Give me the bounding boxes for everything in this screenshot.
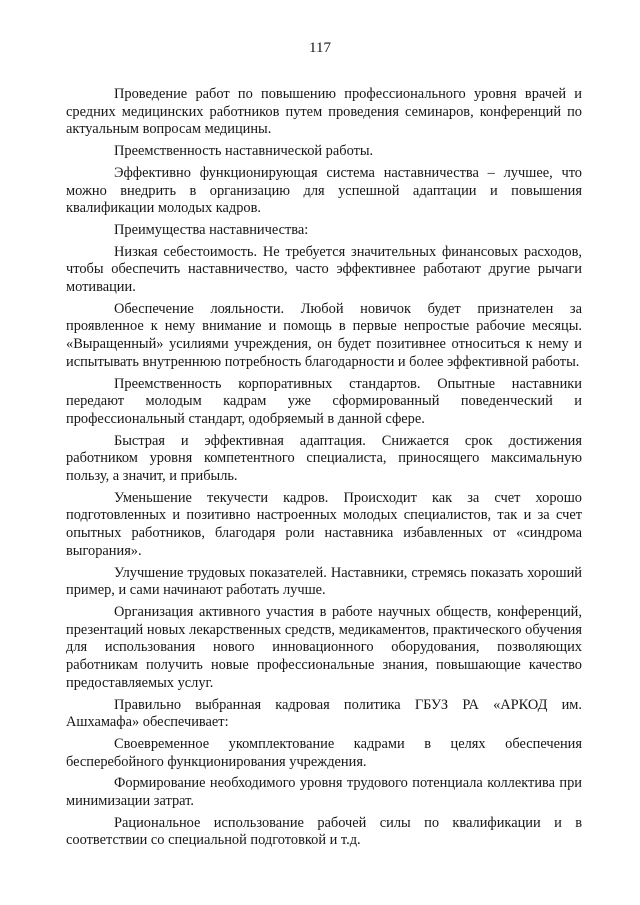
paragraph-mentoring-system: Эффективно функционирующая система наставничества – лучшее, что можно внедрить в организацию для успешной адаптации и повышения квалификации молодых кадров. xyxy=(66,164,582,217)
paragraph-continuity: Преемственность наставнической работы. xyxy=(114,143,374,160)
paragraph-seminars: Проведение работ по повышению профессионального уровня врачей и средних медицинских работников путем проведения семинаров, конференций по актуальным вопросам медицины. xyxy=(66,86,582,138)
paragraph-performance: Улучшение трудовых показателей. Наставники, стремясь показать хороший пример, и сами начинают работать лучше. xyxy=(66,564,582,599)
page-number: 117 xyxy=(309,40,331,56)
paragraph-advantages-heading: Преимущества наставничества: xyxy=(114,221,309,238)
paragraph-turnover: Уменьшение текучести кадров. Происходит как за счет хорошо подготовленных и позитивно настроенных молодых специалистов, так и за счет опытных работников, благодаря роли наставника избавленных от «синдрома выгорания». xyxy=(66,489,582,559)
paragraph-scientific-participation: Организация активного участия в работе научных обществ, конференций, презентаций новых лекарственных средств, медикаментов, практического обучения для использования нового инновационного оборудования, позволяющих работникам получить новые профессиональные знания, повышающие качество предоставляемых услуг. xyxy=(66,603,582,691)
paragraph-labor-potential: Формирование необходимого уровня трудового потенциала коллектива при минимизации затрат. xyxy=(66,775,582,810)
paragraph-fast-adaptation: Быстрая и эффективная адаптация. Снижается срок достижения работником уровня компетентного специалиста, приносящего максимальную пользу, а значит, и прибыль. xyxy=(66,432,582,485)
paragraph-loyalty: Обеспечение лояльности. Любой новичок будет признателен за проявленное к нему внимание и помощь в первые непростые рабочие месяцы. «Выращенный» усилиями учреждения, он будет позитивнее относиться к нему и испытывать внутреннюю потребность благодарности и более эффективной работы. xyxy=(66,300,582,370)
paragraph-low-cost: Низкая себестоимость. Не требуется значительных финансовых расходов, чтобы обеспечить наставничество, часто эффективнее работают другие рычаги мотивации. xyxy=(66,243,582,296)
paragraph-staffing: Своевременное укомплектование кадрами в целях обеспечения бесперебойного функционирования учреждения. xyxy=(66,735,582,770)
paragraph-rational-use: Рациональное использование рабочей силы по квалификации и в соответствии со специальной подготовкой и т.д. xyxy=(66,814,582,849)
paragraph-personnel-policy: Правильно выбранная кадровая политика ГБУЗ РА «АРКОД им. Ашхамафа» обеспечивает: xyxy=(66,696,582,731)
body-text xyxy=(66,86,582,854)
paragraph-corporate-standards: Преемственность корпоративных стандартов. Опытные наставники передают молодым кадрам уже сформированный поведенческий и профессиональный стандарт, одобряемый в данной сфере. xyxy=(66,375,582,427)
